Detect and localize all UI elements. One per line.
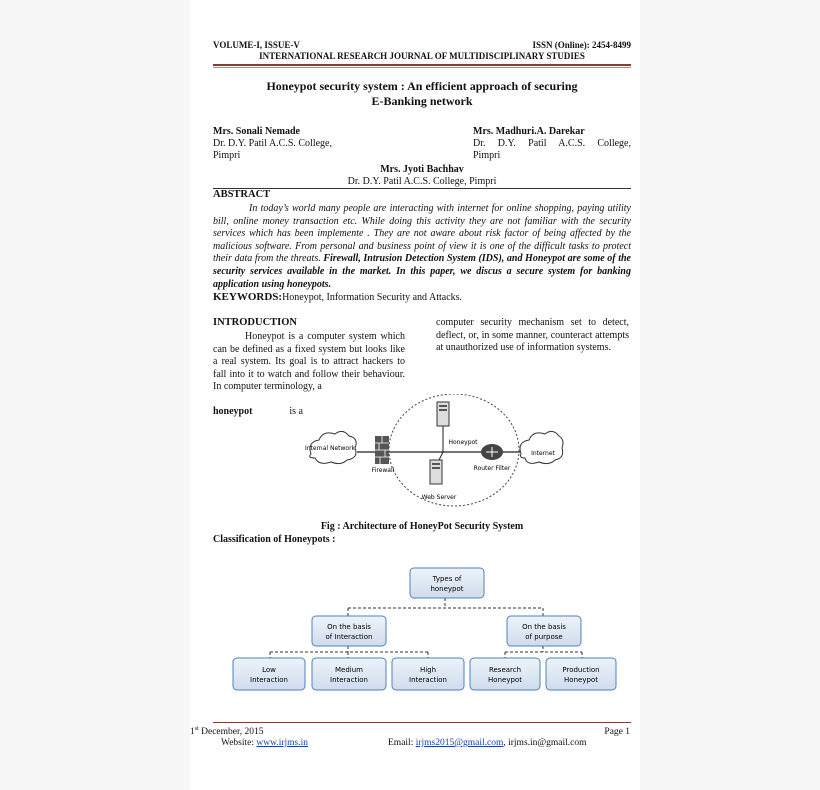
svg-text:High: High — [419, 666, 437, 674]
footer-date-num: 1 — [190, 727, 195, 738]
tree-node-root — [410, 568, 484, 598]
mid-left-label-2: of Interaction — [325, 633, 373, 641]
author-2 — [473, 126, 631, 162]
introduction-heading: INTRODUCTION — [213, 317, 298, 328]
tree-node-purpose — [507, 616, 581, 646]
abstract-rule — [213, 188, 631, 189]
mid-right-label-2: of purpose — [525, 633, 563, 641]
internet-label: Internet — [531, 450, 555, 457]
author-1-affil: Dr. D.Y. Patil A.C.S. College, — [213, 138, 332, 149]
intro-honeypot-line — [213, 406, 303, 419]
tree-leaf-high — [392, 658, 464, 690]
web-server-icon — [430, 460, 442, 484]
firewall-label: Firewall — [371, 467, 395, 474]
footer-date — [190, 726, 264, 737]
author-3-affil: Dr. D.Y. Patil A.C.S. College, Pimpri — [347, 176, 497, 187]
honeypot-label: Honeypot — [448, 439, 478, 446]
footer-date-sup: st — [194, 726, 199, 732]
intro-left-text: Honeypot is a computer system which can be defined as a fixed system but looks like a real system. Its goal is to attract hackers to fall into it to watch and follow their behaviour. In computer terminology, a — [213, 331, 405, 393]
is-a-text: is a — [289, 406, 303, 417]
author-2-city: Pimpri — [473, 150, 501, 161]
webserver-label: Web Server — [421, 494, 457, 501]
svg-text:Production: Production — [562, 666, 600, 674]
router-label: Router Filter — [473, 465, 511, 472]
svg-text:Research: Research — [488, 666, 522, 674]
architecture-figure — [303, 394, 566, 512]
website-label: Website: — [221, 738, 257, 748]
root-label-1: Types of — [432, 575, 462, 583]
firewall-icon — [375, 436, 389, 464]
page-number: Page 1 — [604, 727, 630, 737]
mid-left-label-1: On the basis — [327, 623, 371, 631]
author-3-name: Mrs. Jyoti Bachhav — [380, 164, 464, 175]
classification-tree-diagram — [230, 546, 618, 718]
journal-name: INTERNATIONAL RESEARCH JOURNAL OF MULTIDISCIPLINARY STUDIES — [259, 51, 585, 61]
header-rule — [213, 64, 631, 66]
svg-text:Interaction: Interaction — [330, 676, 368, 684]
website-link[interactable]: www.irjms.in — [256, 738, 309, 748]
abstract-text — [213, 203, 631, 291]
svg-text:Low: Low — [262, 666, 276, 674]
keywords-text: Honeypot, Information Security and Attacks. — [282, 292, 463, 303]
email-secondary: , irjms.in@gmail.com — [503, 738, 587, 748]
footer-website — [221, 738, 308, 748]
tree-leaf-research — [470, 658, 540, 690]
tree-leaf-medium — [312, 658, 386, 690]
svg-text:Honeypot: Honeypot — [488, 676, 522, 684]
abstract-body: In today’s world many people are interacting with internet for online shopping, paying utility bill, online money transaction etc. While doing this activity they are not familiar with the security services which has been implemente . They are not aware about risk factor of being affected by the malicious software. From personal and business point of view it is one of the difficult tasks to protect their data from the threats. — [213, 203, 631, 265]
issn: ISSN (Online): 2454-8499 — [532, 40, 631, 50]
volume-issue: VOLUME-I, ISSUE-V — [213, 40, 300, 50]
architecture-diagram — [303, 394, 566, 512]
paper-title-line-2: E-Banking network — [371, 94, 473, 108]
internal-label: Internal Network — [304, 445, 356, 452]
tree-node-interaction — [312, 616, 386, 646]
author-1-city: Pimpri — [213, 150, 241, 161]
svg-text:Honeypot: Honeypot — [564, 676, 598, 684]
svg-text:Interaction: Interaction — [409, 676, 447, 684]
footer-rule — [213, 722, 631, 723]
root-label-2: honeypot — [430, 585, 464, 593]
mid-right-label-1: On the basis — [522, 623, 566, 631]
author-3 — [213, 164, 631, 188]
classification-tree — [230, 546, 618, 718]
router-icon — [481, 444, 503, 460]
keywords-label: KEYWORDS: — [213, 291, 283, 303]
author-1 — [213, 126, 363, 162]
abstract-heading: ABSTRACT — [213, 189, 271, 200]
classification-heading: Classification of Honeypots : — [213, 534, 336, 545]
header-rule-thin — [213, 67, 631, 68]
abstract-bold: Firewall, Intrusion Detection System (IDS), and Honeypot are some of the security services available in the market. In this paper, we discus a secure system for banking application using honeypots. — [213, 253, 631, 290]
keywords — [213, 291, 631, 303]
tree-leaf-low — [233, 658, 305, 690]
internet-cloud-icon — [520, 431, 563, 463]
honeypot-server-icon — [437, 402, 449, 426]
email-label: Email: — [388, 738, 416, 748]
figure-caption: Fig : Architecture of HoneyPot Security System — [320, 521, 524, 532]
author-1-name: Mrs. Sonali Nemade — [213, 126, 300, 137]
svg-text:Medium: Medium — [335, 666, 363, 674]
paper-title-line-1: Honeypot security system : An efficient approach of securing — [266, 79, 578, 93]
honeypot-word: honeypot — [213, 406, 253, 417]
email-link[interactable]: irjms2015@gmail.com — [415, 738, 504, 748]
author-2-affil: Dr. D.Y. Patil A.C.S. College, — [473, 138, 631, 149]
intro-right-text: computer security mechanism set to detect, deflect, or, in some manner, counteract attempts at unauthorized use of information systems. — [436, 317, 629, 354]
footer-date-rest: December, 2015 — [198, 727, 264, 738]
svg-text:Interaction: Interaction — [250, 676, 288, 684]
tree-leaf-production — [546, 658, 616, 690]
footer-email — [388, 738, 587, 748]
author-2-name: Mrs. Madhuri.A. Darekar — [473, 126, 585, 137]
